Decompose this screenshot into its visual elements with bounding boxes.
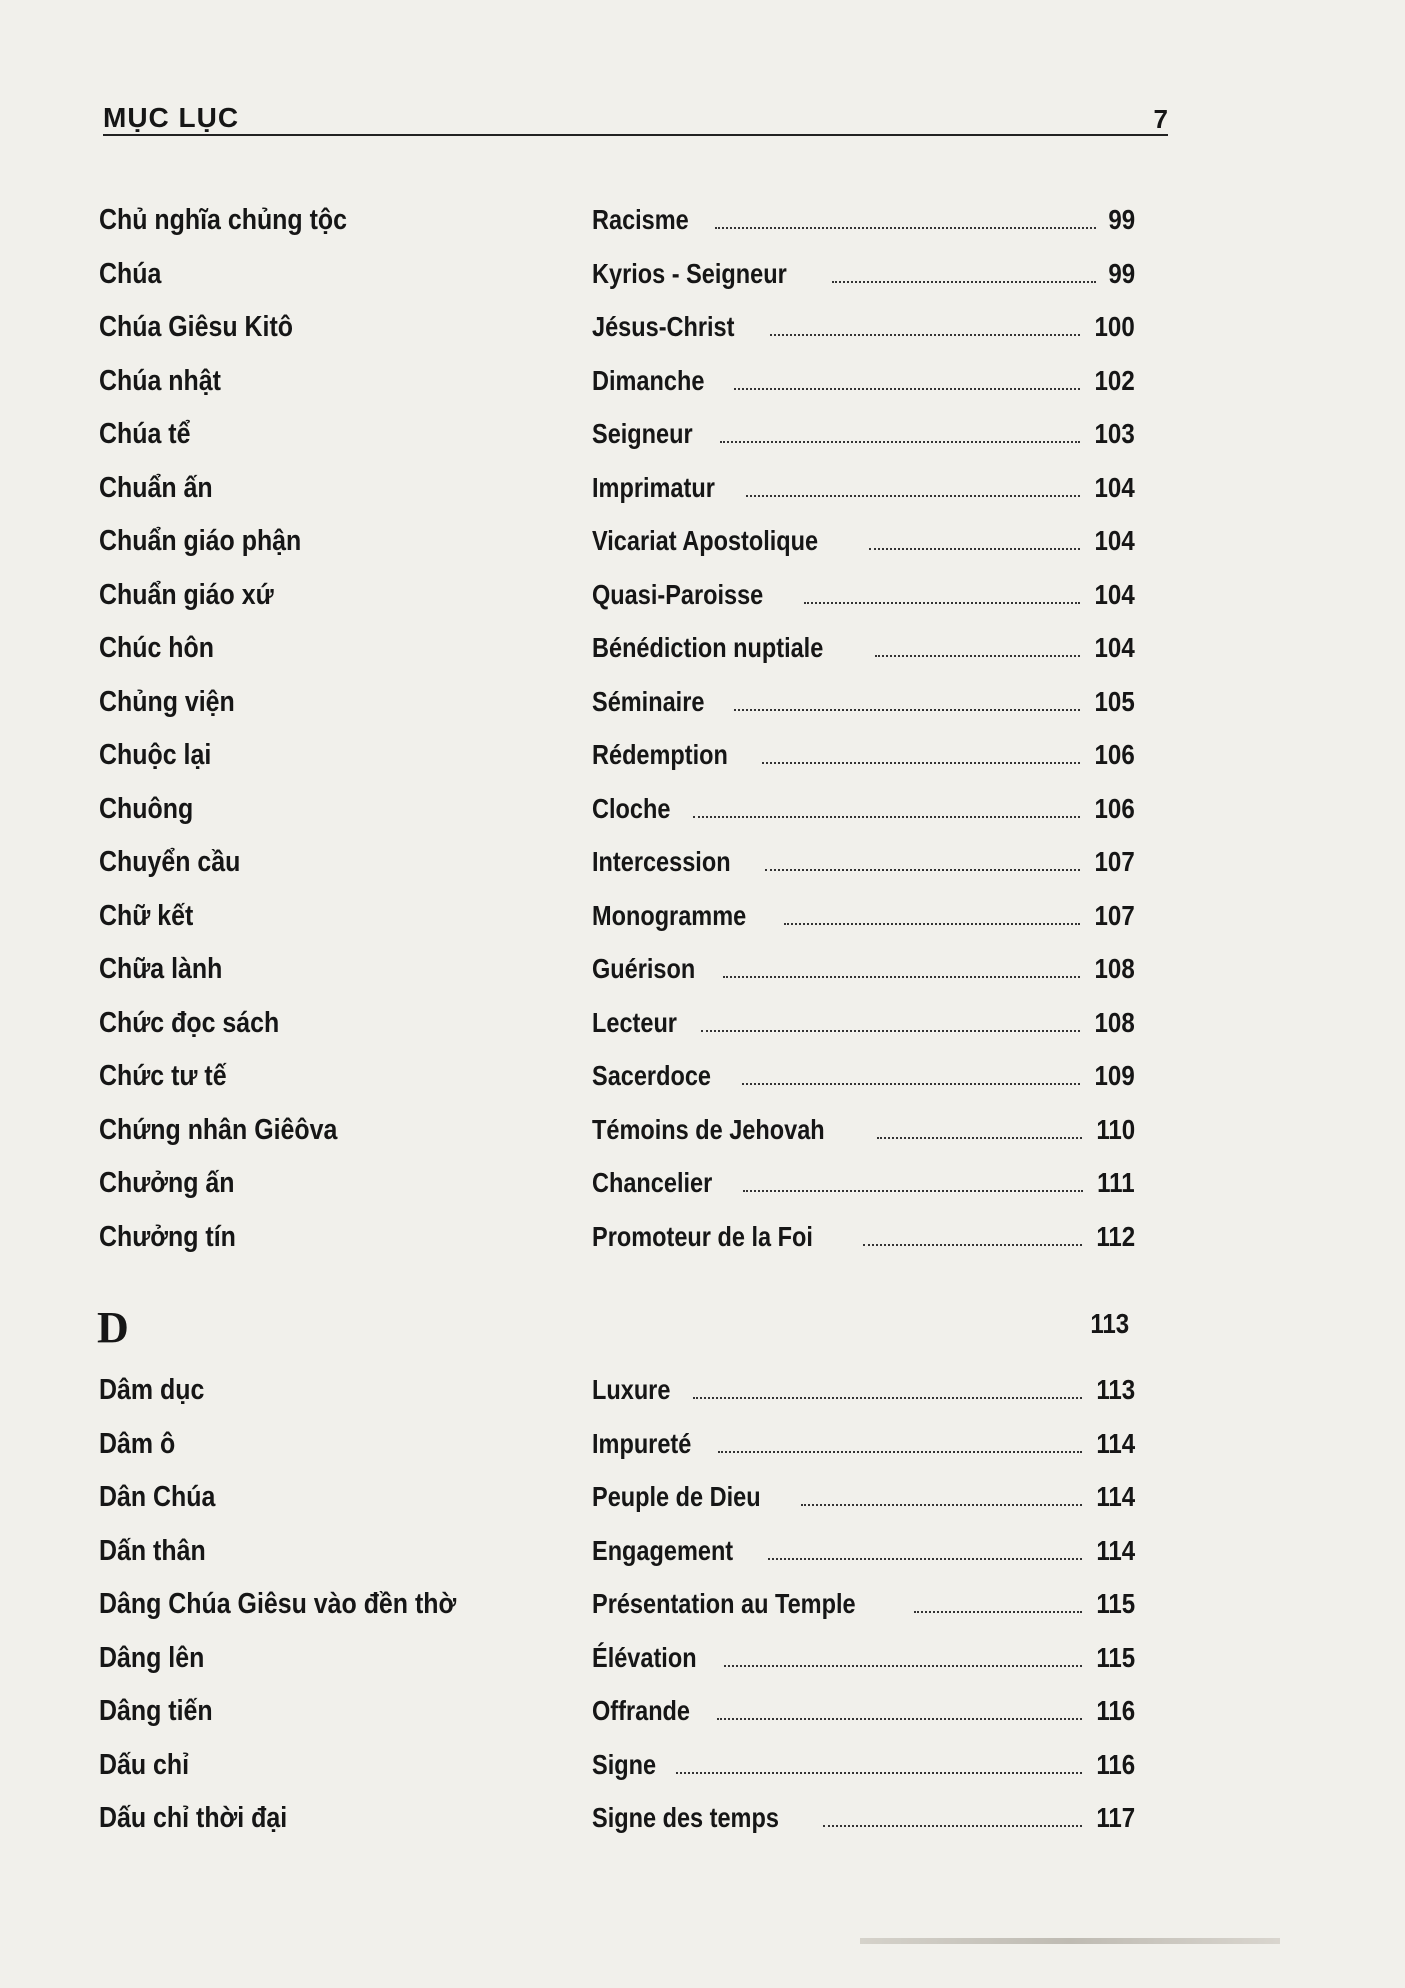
french-term-line bbox=[592, 1428, 1135, 1460]
french-term: Séminaire bbox=[592, 685, 705, 717]
dot-leader bbox=[877, 1136, 1082, 1139]
dot-leader bbox=[804, 601, 1080, 604]
dot-leader bbox=[832, 280, 1096, 283]
dot-leader bbox=[724, 1664, 1081, 1667]
french-term-line bbox=[592, 311, 1135, 343]
french-term: Témoins de Jehovah bbox=[592, 1113, 825, 1145]
page-number: 116 bbox=[1096, 1748, 1135, 1780]
dot-leader bbox=[718, 1450, 1082, 1453]
french-term-line bbox=[592, 1481, 1135, 1513]
page-number: 108 bbox=[1094, 953, 1135, 984]
vietnamese-term: Chuộc lại bbox=[99, 739, 212, 771]
french-term-line bbox=[592, 472, 1135, 504]
vietnamese-term: Chức tư tế bbox=[99, 1060, 227, 1092]
index-row bbox=[95, 1473, 1135, 1527]
french-term-line bbox=[592, 1535, 1135, 1567]
dot-leader bbox=[676, 1771, 1082, 1774]
vietnamese-term: Dấu chỉ bbox=[99, 1748, 190, 1781]
vietnamese-term: Dâng Chúa Giêsu vào đền thờ bbox=[99, 1588, 457, 1620]
index-row bbox=[95, 1052, 1135, 1106]
page-number: 99 bbox=[1108, 257, 1135, 289]
vietnamese-term: Chuẩn giáo xứ bbox=[99, 578, 274, 611]
vietnamese-term: Chuẩn ấn bbox=[99, 471, 213, 504]
vietnamese-term: Dâm ô bbox=[99, 1427, 176, 1460]
page-number: 106 bbox=[1094, 792, 1135, 824]
vietnamese-term: Chuông bbox=[99, 792, 194, 825]
french-term-line bbox=[592, 1749, 1135, 1781]
french-term-line bbox=[592, 525, 1135, 557]
french-term: Vicariat Apostolique bbox=[592, 525, 819, 556]
page-number: 107 bbox=[1094, 846, 1135, 877]
index-row bbox=[95, 517, 1135, 571]
index-row bbox=[95, 1420, 1135, 1474]
page-number: 104 bbox=[1094, 632, 1135, 663]
section-heading-d bbox=[95, 1266, 1135, 1366]
index-row bbox=[95, 250, 1135, 304]
vietnamese-term: Dâm dục bbox=[99, 1374, 205, 1406]
vietnamese-term: Chuẩn giáo phận bbox=[99, 525, 302, 557]
index-row bbox=[95, 1213, 1135, 1267]
french-term-line bbox=[592, 1695, 1135, 1727]
page-number: 109 bbox=[1094, 1060, 1135, 1091]
french-term-line bbox=[592, 418, 1135, 450]
page-number: 115 bbox=[1096, 1588, 1135, 1619]
dot-leader bbox=[784, 922, 1081, 925]
french-term-line bbox=[592, 1642, 1135, 1674]
dot-leader bbox=[717, 1717, 1082, 1720]
french-term: Seigneur bbox=[592, 418, 693, 449]
french-term: Offrande bbox=[592, 1695, 691, 1726]
index-row bbox=[95, 571, 1135, 625]
section-page-number: 113 bbox=[1090, 1308, 1129, 1339]
page-number: 114 bbox=[1096, 1427, 1135, 1459]
vietnamese-term: Dấn thân bbox=[99, 1534, 206, 1567]
french-term: Intercession bbox=[592, 846, 731, 877]
page-number: 114 bbox=[1096, 1481, 1135, 1512]
index-row bbox=[95, 624, 1135, 678]
french-term-line bbox=[592, 365, 1135, 397]
dot-leader bbox=[734, 708, 1080, 711]
page-number: 103 bbox=[1094, 418, 1135, 449]
french-term: Rédemption bbox=[592, 739, 728, 770]
french-term-line bbox=[592, 258, 1135, 290]
entry-group-d bbox=[95, 1366, 1135, 1848]
index-row bbox=[95, 1159, 1135, 1213]
page-number: 114 bbox=[1096, 1534, 1135, 1566]
vietnamese-term: Dấu chỉ thời đại bbox=[99, 1802, 288, 1834]
page-number: 100 bbox=[1094, 311, 1135, 342]
vietnamese-term: Chủng viện bbox=[99, 685, 235, 718]
index-row bbox=[95, 731, 1135, 785]
header-rule bbox=[103, 134, 1168, 136]
french-term-line bbox=[592, 1007, 1135, 1039]
dot-leader bbox=[762, 761, 1081, 764]
vietnamese-term: Chuyển cầu bbox=[99, 846, 241, 878]
vietnamese-term: Chúa tể bbox=[99, 418, 191, 450]
page-number: 102 bbox=[1094, 364, 1135, 396]
index-row bbox=[95, 196, 1135, 250]
french-term-line bbox=[592, 953, 1135, 985]
dot-leader bbox=[768, 1557, 1082, 1560]
vietnamese-term: Chứng nhân Giêôva bbox=[99, 1113, 338, 1146]
french-term: Imprimatur bbox=[592, 471, 715, 503]
french-term: Jésus-Christ bbox=[592, 311, 735, 342]
french-term: Signe bbox=[592, 1748, 657, 1780]
index-row bbox=[95, 1634, 1135, 1688]
page-number: 112 bbox=[1096, 1220, 1135, 1252]
french-term-line bbox=[592, 793, 1135, 825]
page-number: 104 bbox=[1094, 578, 1135, 610]
french-term: Kyrios - Seigneur bbox=[592, 257, 787, 289]
index-row bbox=[95, 838, 1135, 892]
entry-group-c bbox=[95, 196, 1135, 1266]
index-row bbox=[95, 1687, 1135, 1741]
page-number: 105 bbox=[1094, 685, 1135, 717]
vietnamese-term: Chúa Giêsu Kitô bbox=[99, 311, 293, 343]
page-number: 107 bbox=[1094, 899, 1135, 931]
page-number: 104 bbox=[1094, 525, 1135, 556]
vietnamese-term: Dâng tiến bbox=[99, 1695, 213, 1727]
index-row bbox=[95, 1794, 1135, 1848]
french-term-line bbox=[592, 204, 1135, 236]
french-term-line bbox=[592, 1167, 1135, 1199]
index-row bbox=[95, 464, 1135, 518]
index-row bbox=[95, 945, 1135, 999]
french-term: Promoteur de la Foi bbox=[592, 1220, 813, 1252]
dot-leader bbox=[823, 1824, 1082, 1827]
page-number: 115 bbox=[1096, 1641, 1135, 1673]
french-term: Impureté bbox=[592, 1427, 692, 1459]
vietnamese-term: Chủ nghĩa chủng tộc bbox=[99, 204, 347, 236]
french-term: Signe des temps bbox=[592, 1802, 779, 1833]
page-number: 99 bbox=[1108, 204, 1135, 235]
french-term: Lecteur bbox=[592, 1006, 677, 1038]
french-term-line bbox=[592, 900, 1135, 932]
index-row bbox=[95, 1106, 1135, 1160]
section-letter: D bbox=[97, 1303, 129, 1352]
french-term: Racisme bbox=[592, 204, 689, 235]
dot-leader bbox=[715, 226, 1096, 229]
dot-leader bbox=[734, 387, 1080, 390]
french-term: Dimanche bbox=[592, 364, 705, 396]
vietnamese-term: Chúa bbox=[99, 257, 162, 290]
header-page-number: 7 bbox=[1153, 104, 1168, 134]
dot-leader bbox=[863, 1243, 1082, 1246]
vietnamese-term: Dâng lên bbox=[99, 1641, 205, 1674]
vietnamese-term: Chữa lành bbox=[99, 953, 223, 985]
french-term-line bbox=[592, 739, 1135, 771]
dot-leader bbox=[765, 868, 1080, 871]
vietnamese-term: Chúa nhật bbox=[99, 364, 221, 397]
french-term: Guérison bbox=[592, 953, 696, 984]
dot-leader bbox=[693, 1396, 1081, 1399]
page-number: 111 bbox=[1097, 1167, 1135, 1198]
page-header bbox=[103, 98, 1168, 138]
dot-leader bbox=[742, 1082, 1081, 1085]
page-number: 116 bbox=[1096, 1695, 1135, 1726]
index-row bbox=[95, 892, 1135, 946]
dot-leader bbox=[869, 547, 1080, 550]
french-term-line bbox=[592, 579, 1135, 611]
vietnamese-term: Chức đọc sách bbox=[99, 1006, 280, 1039]
vietnamese-term: Chưởng ấn bbox=[99, 1167, 235, 1199]
french-term-line bbox=[592, 632, 1135, 664]
french-term-line bbox=[592, 1114, 1135, 1146]
page-number: 113 bbox=[1096, 1374, 1135, 1405]
french-term-line bbox=[592, 1221, 1135, 1253]
french-term: Luxure bbox=[592, 1374, 671, 1405]
index-row bbox=[95, 1366, 1135, 1420]
index-row bbox=[95, 410, 1135, 464]
page-number: 110 bbox=[1096, 1113, 1135, 1145]
french-term: Sacerdoce bbox=[592, 1060, 711, 1091]
french-term: Chancelier bbox=[592, 1167, 713, 1198]
dot-leader bbox=[801, 1503, 1082, 1506]
page-number: 104 bbox=[1094, 471, 1135, 503]
header-title: MỤC LỤC bbox=[103, 102, 240, 133]
french-term-line bbox=[592, 1060, 1135, 1092]
index-row bbox=[95, 357, 1135, 411]
dot-leader bbox=[746, 494, 1080, 497]
page-number: 106 bbox=[1094, 739, 1135, 770]
dot-leader bbox=[693, 815, 1080, 818]
index-row bbox=[95, 999, 1135, 1053]
french-term: Élévation bbox=[592, 1641, 697, 1673]
french-term-line bbox=[592, 1588, 1135, 1620]
index-row bbox=[95, 1527, 1135, 1581]
index-row bbox=[95, 1741, 1135, 1795]
dot-leader bbox=[914, 1610, 1082, 1613]
dot-leader bbox=[701, 1029, 1080, 1032]
french-term: Peuple de Dieu bbox=[592, 1481, 761, 1512]
scan-edge-shadow bbox=[860, 1938, 1280, 1944]
french-term-line bbox=[592, 686, 1135, 718]
page-number: 108 bbox=[1094, 1006, 1135, 1038]
index-row bbox=[95, 678, 1135, 732]
french-term-line bbox=[592, 1374, 1135, 1406]
dot-leader bbox=[875, 654, 1080, 657]
french-term: Bénédiction nuptiale bbox=[592, 632, 824, 663]
french-term: Engagement bbox=[592, 1534, 734, 1566]
index-entries bbox=[95, 196, 1135, 1848]
french-term: Cloche bbox=[592, 792, 671, 824]
vietnamese-term: Chúc hôn bbox=[99, 632, 214, 664]
page-number: 117 bbox=[1096, 1802, 1135, 1833]
french-term-line bbox=[592, 1802, 1135, 1834]
french-term: Quasi-Paroisse bbox=[592, 578, 764, 610]
dot-leader bbox=[743, 1189, 1083, 1192]
french-term: Monogramme bbox=[592, 899, 747, 931]
vietnamese-term: Chữ kết bbox=[99, 899, 194, 932]
dot-leader bbox=[723, 975, 1080, 978]
dot-leader bbox=[720, 440, 1080, 443]
index-row bbox=[95, 785, 1135, 839]
vietnamese-term: Dân Chúa bbox=[99, 1481, 216, 1513]
french-term: Présentation au Temple bbox=[592, 1588, 856, 1619]
vietnamese-term: Chưởng tín bbox=[99, 1220, 236, 1253]
dot-leader bbox=[770, 333, 1081, 336]
french-term-line bbox=[592, 846, 1135, 878]
index-row bbox=[95, 303, 1135, 357]
index-row bbox=[95, 1580, 1135, 1634]
